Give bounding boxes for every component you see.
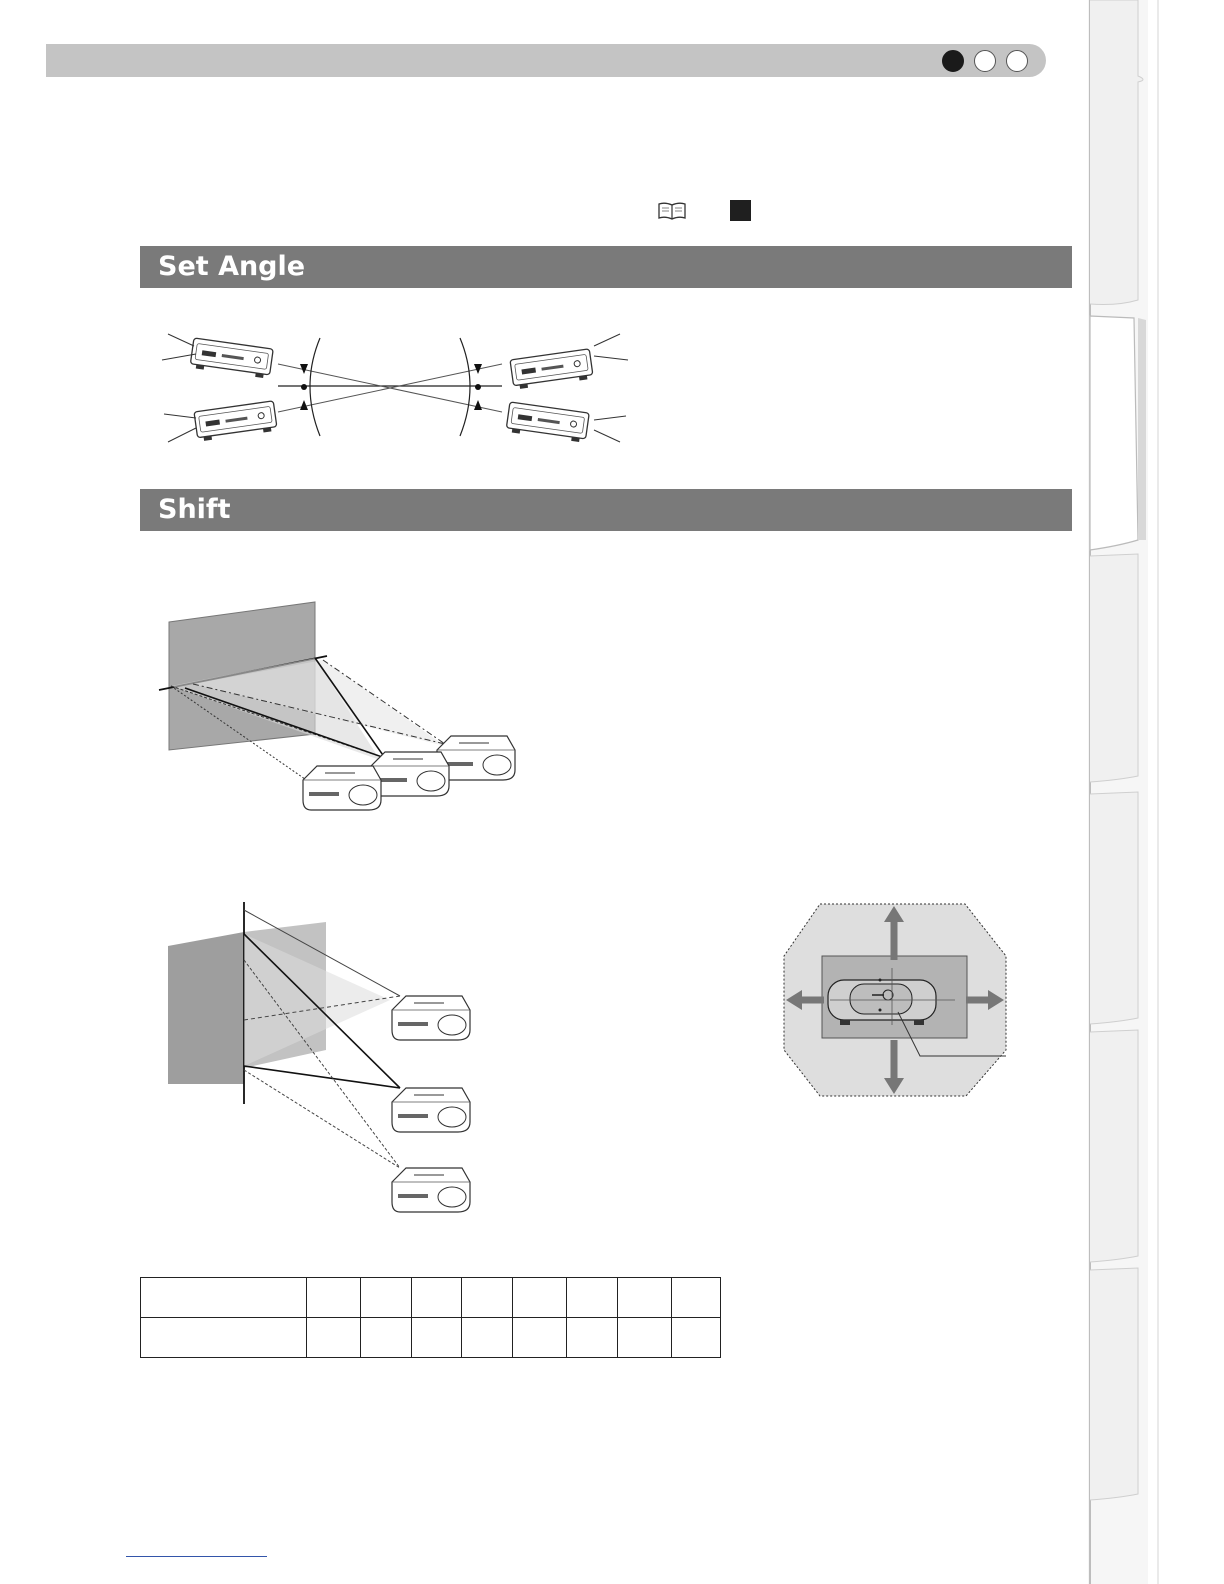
table-cell	[361, 1318, 412, 1358]
section-header-shift	[140, 489, 1072, 531]
horizontal-shift-diagram	[155, 598, 525, 813]
black-square-icon	[730, 200, 751, 221]
index-tab-strip	[1078, 0, 1224, 1584]
section-title: Shift	[158, 494, 231, 525]
table-cell	[672, 1318, 721, 1358]
table-cell	[412, 1278, 462, 1318]
table-cell	[513, 1278, 567, 1318]
table-cell	[618, 1318, 672, 1358]
step-indicator-3	[1006, 50, 1028, 72]
table-cell	[141, 1278, 307, 1318]
step-indicator-2	[974, 50, 996, 72]
header-bar	[46, 44, 1046, 77]
book-icon	[657, 201, 687, 221]
set-angle-diagram	[150, 320, 640, 450]
table-cell	[307, 1318, 361, 1358]
table-cell	[513, 1318, 567, 1358]
vertical-shift-diagram	[160, 900, 485, 1220]
table-cell	[567, 1278, 618, 1318]
table-cell	[567, 1318, 618, 1358]
step-indicator-1	[942, 50, 964, 72]
table-cell	[618, 1278, 672, 1318]
table-cell	[307, 1278, 361, 1318]
section-header-set-angle	[140, 246, 1072, 288]
table-cell	[462, 1278, 513, 1318]
table-cell	[141, 1318, 307, 1358]
table-cell	[672, 1278, 721, 1318]
shift-range-diagram	[780, 900, 1010, 1100]
table-cell	[462, 1318, 513, 1358]
spec-table	[140, 1277, 721, 1358]
table-row	[141, 1318, 721, 1358]
table-cell	[361, 1278, 412, 1318]
section-title: Set Angle	[158, 251, 306, 282]
footer-link[interactable]	[126, 1556, 267, 1557]
table-cell	[412, 1318, 462, 1358]
table-row	[141, 1278, 721, 1318]
